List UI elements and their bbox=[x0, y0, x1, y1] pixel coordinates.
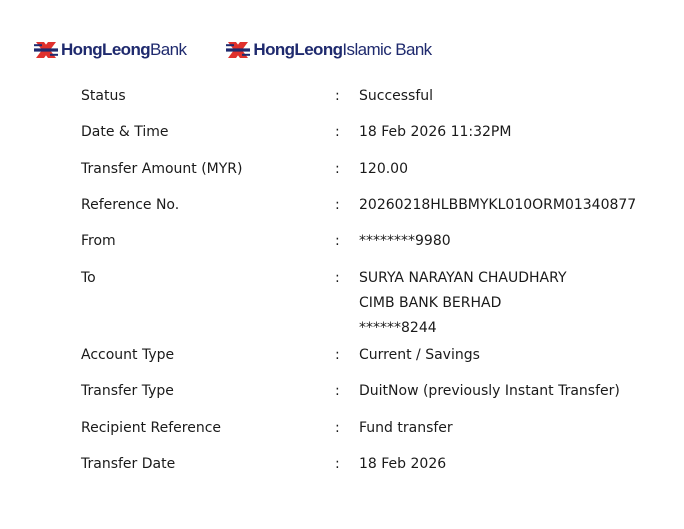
detail-separator: : bbox=[335, 124, 340, 140]
detail-row-recipient-reference bbox=[81, 416, 661, 452]
detail-separator: : bbox=[335, 161, 340, 177]
detail-row-account-type bbox=[81, 343, 661, 379]
detail-row-transfer-amount bbox=[81, 157, 661, 193]
detail-value: DuitNow (previously Instant Transfer) bbox=[359, 383, 620, 399]
transfer-details bbox=[81, 84, 661, 488]
detail-label: Transfer Amount (MYR) bbox=[81, 161, 243, 177]
detail-row-to bbox=[81, 266, 661, 343]
detail-separator: : bbox=[335, 88, 340, 104]
recipient-bank: CIMB BANK BERHAD bbox=[359, 295, 502, 311]
detail-value: Current / Savings bbox=[359, 347, 480, 363]
hong-leong-bank-logo bbox=[34, 36, 186, 64]
hong-leong-emblem-icon bbox=[34, 38, 58, 62]
detail-separator: : bbox=[335, 270, 340, 286]
detail-value bbox=[359, 266, 661, 341]
detail-row-transfer-date bbox=[81, 452, 661, 488]
detail-label: Status bbox=[81, 88, 126, 104]
detail-label: Transfer Type bbox=[81, 383, 174, 399]
detail-separator: : bbox=[335, 456, 340, 472]
recipient-name: SURYA NARAYAN CHAUDHARY bbox=[359, 270, 567, 286]
detail-row-status bbox=[81, 84, 661, 120]
hong-leong-islamic-bank-logo bbox=[226, 36, 431, 64]
detail-row-transfer-type bbox=[81, 379, 661, 416]
detail-row-reference-no bbox=[81, 193, 661, 229]
detail-value: ********9980 bbox=[359, 233, 451, 249]
detail-label: Reference No. bbox=[81, 197, 180, 213]
hong-leong-emblem-icon bbox=[226, 38, 250, 62]
detail-value: 20260218HLBBMYKL010ORM01340877 bbox=[359, 197, 637, 213]
detail-value: 18 Feb 2026 bbox=[359, 456, 447, 472]
detail-value: Fund transfer bbox=[359, 420, 453, 436]
detail-row-date-time bbox=[81, 120, 661, 157]
hong-leong-bank-wordmark: HongLeongBank bbox=[61, 40, 187, 59]
detail-label: Date & Time bbox=[81, 124, 169, 140]
detail-label: Account Type bbox=[81, 347, 175, 363]
detail-separator: : bbox=[335, 233, 340, 249]
detail-value: 120.00 bbox=[359, 161, 408, 177]
detail-value: Successful bbox=[359, 88, 434, 104]
detail-label: Recipient Reference bbox=[81, 420, 221, 436]
detail-separator: : bbox=[335, 347, 340, 363]
detail-separator: : bbox=[335, 197, 340, 213]
recipient-account: ******8244 bbox=[359, 320, 437, 336]
bank-logos bbox=[34, 36, 432, 64]
detail-value: 18 Feb 2026 11:32PM bbox=[359, 124, 512, 140]
detail-label: From bbox=[81, 233, 116, 249]
detail-separator: : bbox=[335, 383, 340, 399]
detail-separator: : bbox=[335, 420, 340, 436]
hong-leong-islamic-bank-wordmark: HongLeongIslamic Bank bbox=[253, 40, 432, 59]
detail-row-from bbox=[81, 229, 661, 266]
detail-label: Transfer Date bbox=[81, 456, 176, 472]
detail-label: To bbox=[81, 270, 96, 286]
